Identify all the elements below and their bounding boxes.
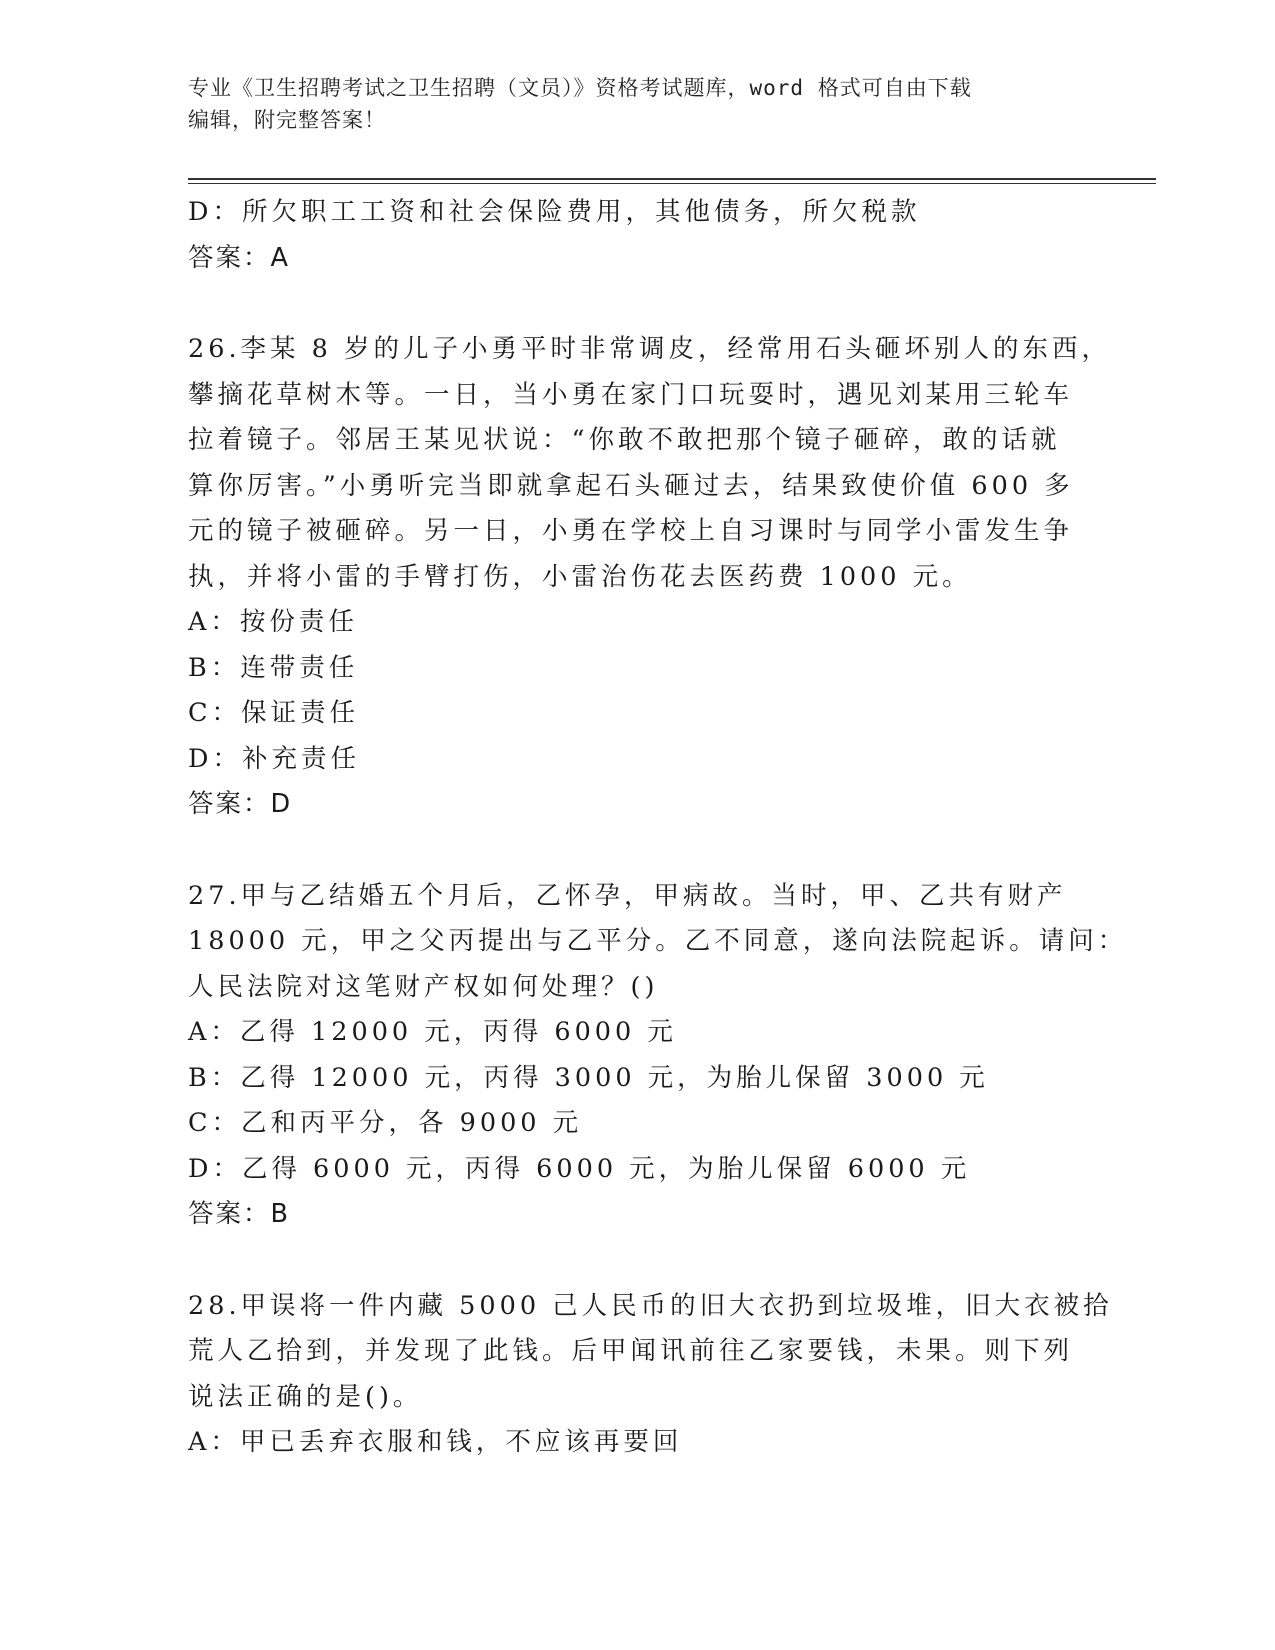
option-d: D：补充责任 — [188, 743, 360, 774]
question-text-line: 26.李某 8 岁的儿子小勇平时非常调皮，经常用石头砸坏别人的东西， — [188, 334, 1111, 364]
option-a: A：甲已丢弃衣服和钱，不应该再要回 — [188, 1427, 683, 1457]
document-body — [188, 190, 1128, 1466]
question-text-line: 人民法院对这笔财产权如何处理？() — [188, 971, 659, 1002]
question-28 — [188, 1284, 1113, 1466]
question-text-line: 荒人乙拾到，并发现了此钱。后甲闻讯前往乙家要钱，未果。则下列 — [188, 1336, 1074, 1366]
question-text-line: 28.甲误将一件内藏 5000 己人民币的旧大衣扔到垃圾堆，旧大衣被拾 — [188, 1290, 1113, 1321]
continued-question-block — [188, 190, 1068, 281]
question-text-line: 元的镜子被砸碎。另一日，小勇在学校上自习课时与同学小雷发生争 — [188, 516, 1074, 546]
question-text-line: 攀摘花草树木等。一日，当小勇在家门口玩耍时，遇见刘某用三轮车 — [188, 379, 1074, 410]
question-text-line: 说法正确的是()。 — [188, 1381, 423, 1412]
option-d: D：乙得 6000 元，丙得 6000 元，为胎儿保留 6000 元 — [188, 1153, 971, 1184]
question-27 — [188, 874, 1128, 1238]
answer-line: 答案：B — [188, 1199, 290, 1229]
question-text-line: 27.甲与乙结婚五个月后，乙怀孕，甲病故。当时，甲、乙共有财产 — [188, 880, 1067, 911]
option-a: A：按份责任 — [188, 607, 358, 637]
option-d: D：所欠职工工资和社会保险费用，其他债务，所欠税款 — [188, 197, 921, 227]
question-text-line: 拉着镜子。邻居王某见状说：“你敢不敢把那个镜子砸碎，敢的话就 — [188, 425, 1061, 455]
header-divider-thin — [188, 183, 1156, 184]
option-b: B：连带责任 — [188, 652, 359, 683]
header-divider-thick — [188, 178, 1156, 180]
header-line-2: 编辑，附完整答案！ — [188, 108, 386, 132]
answer-line: 答案：D — [188, 789, 293, 819]
header-line-1: 专业《卫生招聘考试之卫生招聘（文员）》资格考试题库，word 格式可自由下载 — [188, 76, 972, 100]
question-text-line: 执，并将小雷的手臂打伤，小雷治伤花去医药费 1000 元。 — [188, 561, 972, 592]
question-text-line: 18000 元，甲之父丙提出与乙平分。乙不同意，遂向法院起诉。请问： — [188, 926, 1128, 956]
answer-line: 答案：A — [188, 242, 290, 273]
option-c: C：保证责任 — [188, 698, 360, 728]
option-c: C：乙和丙平分，各 9000 元 — [188, 1108, 583, 1138]
option-a: A：乙得 12000 元，丙得 6000 元 — [188, 1017, 677, 1047]
page-header — [188, 72, 1088, 136]
question-text-line: 算你厉害。”小勇听完当即就拿起石头砸过去，结果致使价值 600 多 — [188, 470, 1074, 501]
question-26 — [188, 327, 1111, 828]
option-b: B：乙得 12000 元，丙得 3000 元，为胎儿保留 3000 元 — [188, 1062, 989, 1093]
